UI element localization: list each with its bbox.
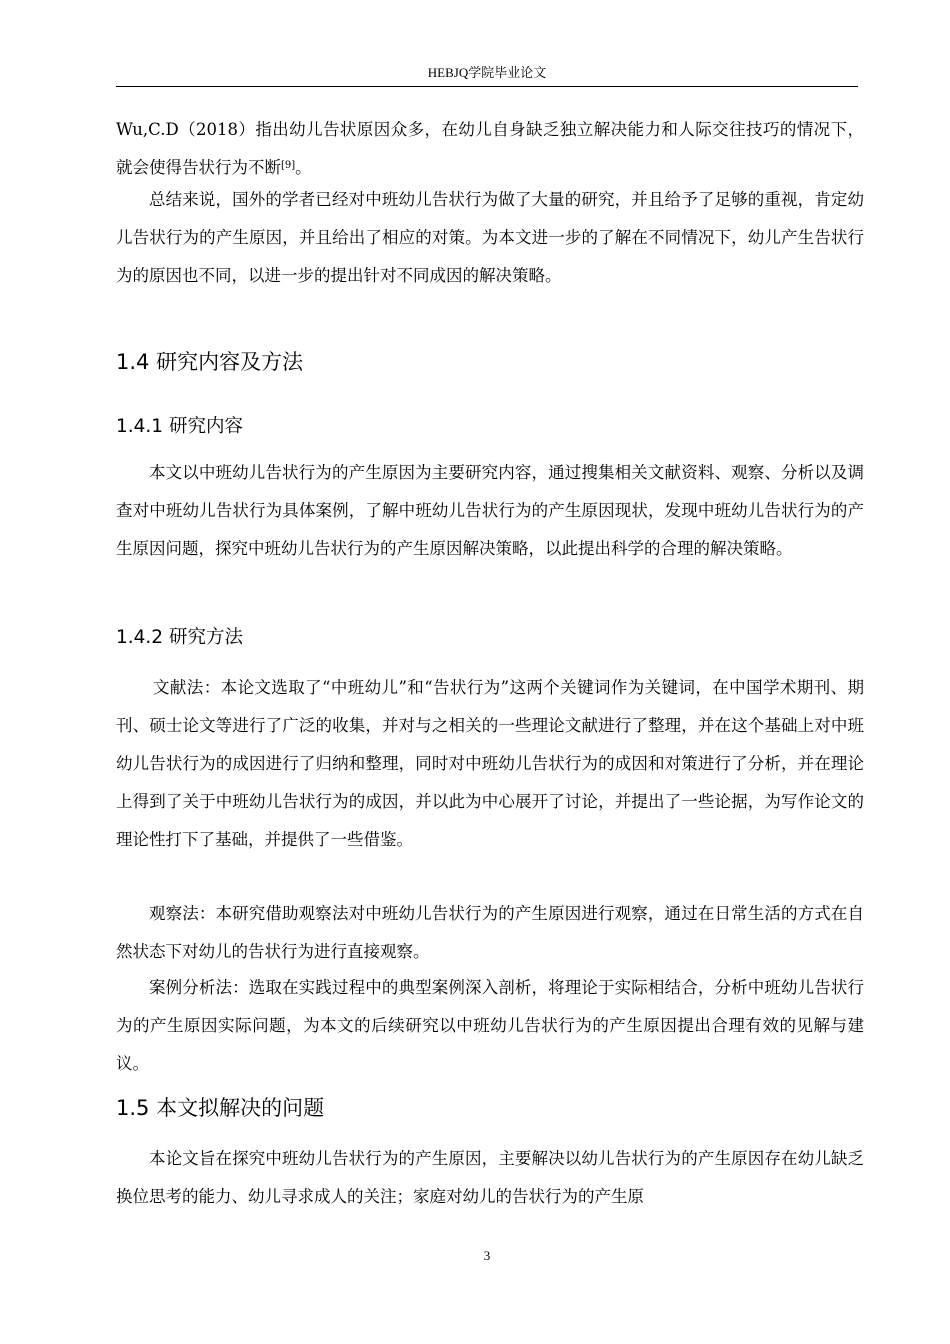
page-number: 3	[483, 1248, 491, 1263]
paragraph-literature-method: 文献法：本论文选取了“中班幼儿”和“告状行为”这两个关键词作为关键词，在中国学术期刊、期刊、硕士论文等进行了广泛的收集，并对与之相关的一些理论文献进行了整理，并在这个基础上对中班幼儿告状行为的成因进行了归纳和整理，同时对中班幼儿告状行为的成因和对策进行了分析，并在理论上得到了关于中班幼儿告状行为的成因，并以此为中心展开了讨论，并提出了一些论据，为写作论文的理论性打下了基础，并提供了一些借鉴。	[116, 678, 864, 849]
paragraph-problems: 本论文旨在探究中班幼儿告状行为的产生原因，主要解决以幼儿告状行为的产生原因存在幼儿缺乏换位思考的能力、幼儿寻求成人的关注；家庭对幼儿的告状行为的产生原	[116, 1149, 864, 1206]
heading-1-4-1: 1.4.1 研究内容	[116, 416, 243, 437]
paragraph-intro-text: Wu,C.D（2018）指出幼儿告状原因众多，在幼儿自身缺乏独立解决能力和人际交往技巧的情况下，就会使得告状行为不断	[116, 120, 864, 177]
paragraph-case-method: 案例分析法：选取在实践过程中的典型案例深入剖析，将理论于实际相结合，分析中班幼儿告状行为的产生原因实际问题，为本文的后续研究以中班幼儿告状行为的产生原因提出合理有效的见解与建议。	[116, 978, 864, 1073]
paragraph-summary: 总结来说，国外的学者已经对中班幼儿告状行为做了大量的研究，并且给予了足够的重视，肯定幼儿告状行为的产生原因，并且给出了相应的对策。为本文进一步的了解在不同情况下，幼儿产生告状行为的原因也不同，以进一步的提出针对不同成因的解决策略。	[116, 190, 864, 285]
heading-1-5: 1.5 本文拟解决的问题	[116, 1096, 325, 1120]
header-rule	[116, 86, 858, 87]
citation-ref: [9]	[281, 160, 296, 171]
paragraph-intro	[116, 111, 864, 187]
running-header: HEBJQ学院毕业论文	[427, 65, 547, 80]
paragraph-observation-method: 观察法：本研究借助观察法对中班幼儿告状行为的产生原因进行观察，通过在日常生活的方式在自然状态下对幼儿的告状行为进行直接观察。	[116, 904, 864, 961]
paragraph-research-content: 本文以中班幼儿告状行为的产生原因为主要研究内容，通过搜集相关文献资料、观察、分析以及调查对中班幼儿告状行为具体案例，了解中班幼儿告状行为的产生原因现状，发现中班幼儿告状行为的产生原因问题，探究中班幼儿告状行为的产生原因解决策略，以此提出科学的合理的解决策略。	[116, 463, 864, 558]
heading-1-4-2: 1.4.2 研究方法	[116, 627, 243, 648]
heading-1-4: 1.4 研究内容及方法	[116, 350, 304, 374]
paragraph-intro-end: 。	[295, 158, 312, 177]
